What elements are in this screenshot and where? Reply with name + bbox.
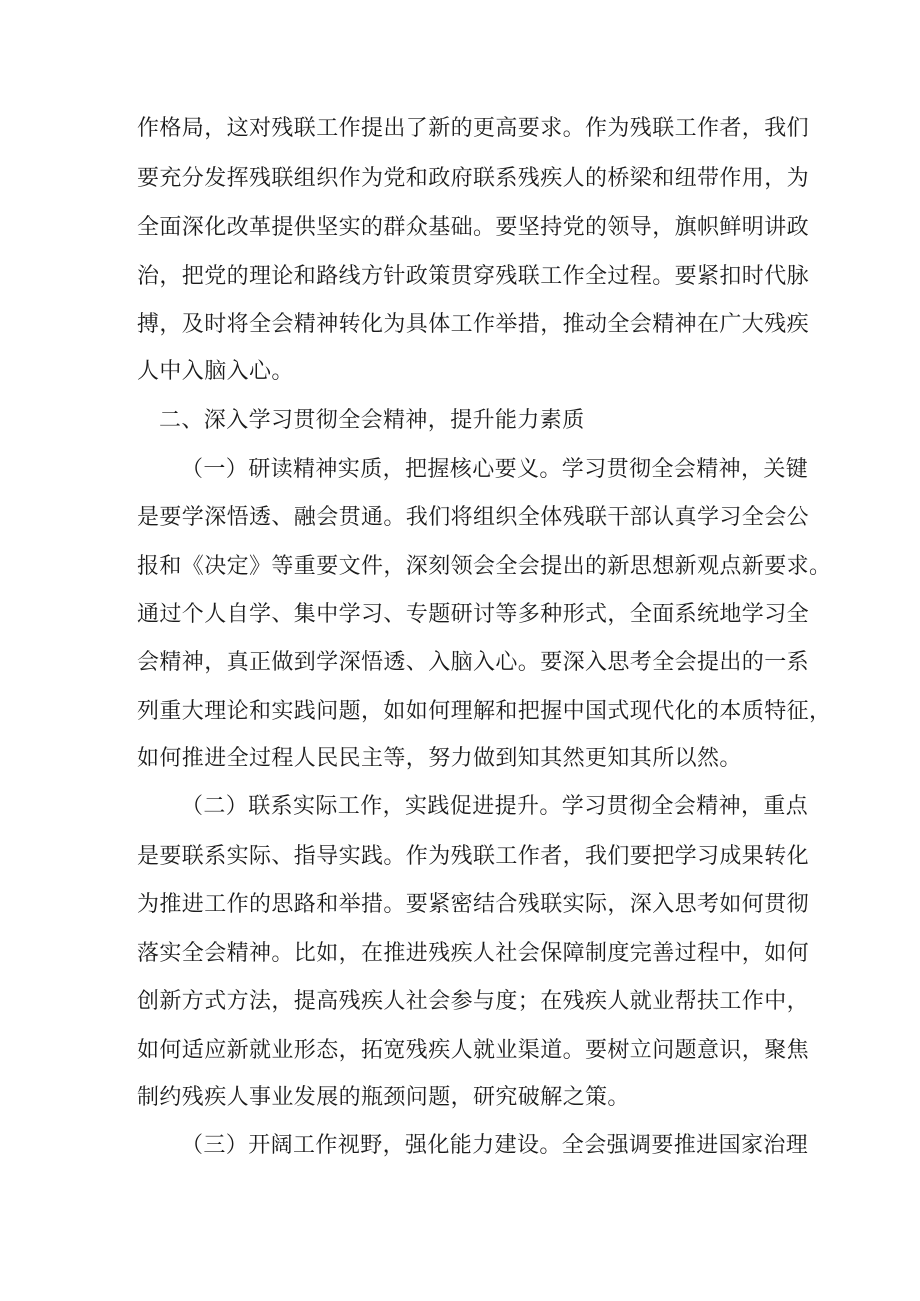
section-heading: 二、深入学习贯彻全会精神，提升能力素质 <box>159 408 585 433</box>
paragraph-line: 为推进工作的思路和举措。要紧密结合残联实际，深入思考如何贯彻 <box>137 892 810 917</box>
paragraph-line: 通过个人自学、集中学习、专题研讨等多种形式，全面系统地学习全 <box>137 602 810 627</box>
paragraph-line: 是要联系实际、指导实践。作为残联工作者，我们要把学习成果转化 <box>137 844 810 869</box>
paragraph-line: 全面深化改革提供坚实的群众基础。要坚持党的领导，旗帜鲜明讲政 <box>137 215 810 240</box>
paragraph-line: 作格局，这对残联工作提出了新的更高要求。作为残联工作者，我们 <box>137 116 810 141</box>
paragraph-line: 制约残疾人事业发展的瓶颈问题，研究破解之策。 <box>137 1085 630 1110</box>
paragraph-line: 如何推进全过程人民民主等，努力做到知其然更知其所以然。 <box>137 746 742 771</box>
paragraph-line: 列重大理论和实践问题，如如何理解和把握中国式现代化的本质特征， <box>137 699 832 724</box>
paragraph-line: 落实全会精神。比如，在推进残疾人社会保障制度完善过程中，如何 <box>137 941 810 966</box>
paragraph-line: 是要学深悟透、融会贯通。我们将组织全体残联干部认真学习全会公 <box>137 505 810 530</box>
paragraph-line: 要充分发挥残联组织作为党和政府联系残疾人的桥梁和纽带作用，为 <box>137 166 810 191</box>
paragraph-line: 治，把党的理论和路线方针政策贯穿残联工作全过程。要紧扣时代脉 <box>137 264 810 289</box>
paragraph-line: （一）研读精神实质，把握核心要义。学习贯彻全会精神，关键 <box>181 457 809 482</box>
paragraph-line: （二）联系实际工作，实践促进提升。学习贯彻全会精神，重点 <box>181 794 809 819</box>
paragraph-line: 报和《决定》等重要文件，深刻领会全会提出的新思想新观点新要求。 <box>137 554 832 579</box>
paragraph-line: 人中入脑入心。 <box>137 359 294 384</box>
paragraph-line: 会精神，真正做到学深悟透、入脑入心。要深入思考全会提出的一系 <box>137 650 810 675</box>
paragraph-line: 如何适应新就业形态，拓宽残疾人就业渠道。要树立问题意识，聚焦 <box>137 1038 810 1063</box>
paragraph-line: （三）开阔工作视野，强化能力建设。全会强调要推进国家治理 <box>181 1133 809 1158</box>
paragraph-line: 创新方式方法，提高残疾人社会参与度；在残疾人就业帮扶工作中， <box>137 989 810 1014</box>
paragraph-line: 搏，及时将全会精神转化为具体工作举措，推动全会精神在广大残疾 <box>137 312 810 337</box>
